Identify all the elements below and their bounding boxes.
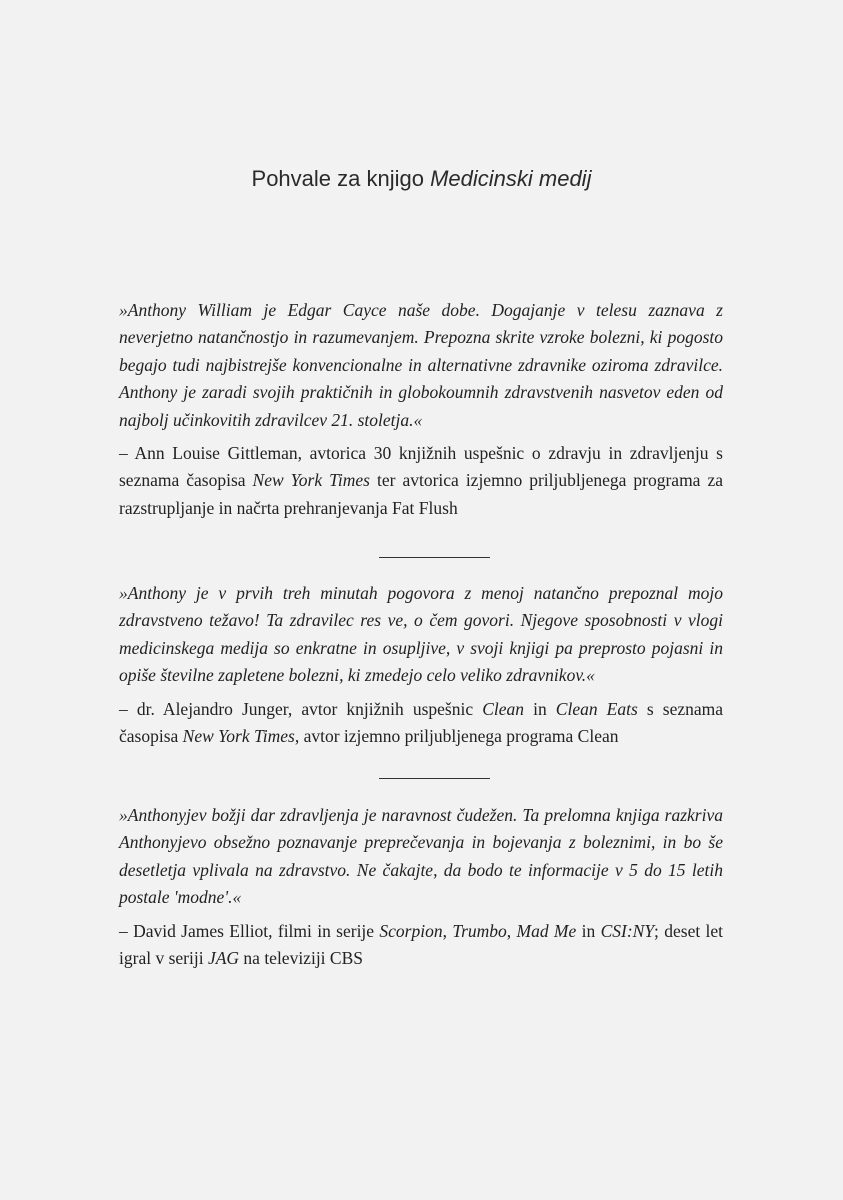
attribution-publication: New York Times — [252, 470, 370, 491]
title-book-name: Medicinski medij — [430, 166, 592, 191]
attribution-show-title: Mad Me — [516, 920, 577, 941]
attribution-text: na televiziji CBS — [239, 948, 363, 969]
attribution-text: , — [442, 920, 453, 941]
divider — [379, 778, 490, 779]
attribution-dash: – — [119, 443, 128, 464]
testimonial-attribution — [119, 918, 723, 973]
attribution-text: ; deset let igral v seriji — [119, 920, 724, 969]
testimonial-1 — [119, 297, 723, 522]
attribution-text: ter avtorica izjemno priljubljenega programa za razstrupljanje in načrta prehranjevanja Fat Flush — [119, 470, 723, 518]
attribution-text: in — [524, 698, 556, 719]
attribution-text: in — [576, 920, 601, 941]
title-prefix: Pohvale za knjigo — [251, 166, 431, 191]
attribution-show-title: Scorpion — [379, 920, 443, 941]
attribution-show-title: CSI:NY — [600, 920, 655, 941]
divider — [379, 557, 490, 558]
testimonial-quote: »Anthonyjev božji dar zdravljenja je naravnost čudežen. Ta prelomna knjiga razkriva Anthonyjevo obsežno poznavanje preprečevanja in bojevanja z boleznimi, in bo še desetletja vplivala na zdravstvo. Ne čakajte, da bodo te informacije v 5 do 15 letih postale 'modne'.« — [119, 805, 723, 908]
testimonial-2 — [119, 580, 723, 750]
attribution-text: s seznama časopisa — [119, 698, 724, 747]
attribution-show-title: JAG — [207, 948, 240, 969]
testimonial-quote: »Anthony je v prvih treh minutah pogovora z menoj natančno prepoznal mojo zdravstveno težavo! Ta zdravilec res ve, o čem govori. Njegove sposobnosti v vlogi medicinskega medija so enkratne in osupljive, v svoji knjigi pa preprosto pojasni in opiše številne zapletene bolezni, ki zmedejo celo veliko zdravnikov.« — [119, 583, 723, 686]
attribution-text: , avtor izjemno priljubljenega programa Clean — [294, 726, 619, 747]
attribution-text: Ann Louise Gittleman, avtorica 30 knjižnih uspešnic o zdravju in zdravljenju s seznama časopisa — [119, 443, 723, 491]
attribution-text: dr. Alejandro Junger, avtor knjižnih uspešnic — [127, 698, 483, 719]
attribution-dash: – — [119, 920, 128, 941]
attribution-text: , — [506, 920, 517, 941]
attribution-dash: – — [119, 698, 128, 719]
attribution-show-title: Trumbo — [452, 920, 507, 941]
attribution-book-title: Clean Eats — [555, 698, 638, 719]
attribution-text: David James Elliot, filmi in serije — [127, 920, 380, 941]
testimonial-3 — [119, 802, 723, 972]
attribution-book-title: Clean — [482, 698, 525, 719]
testimonial-attribution — [119, 696, 723, 751]
testimonial-attribution — [119, 440, 723, 522]
attribution-publication: New York Times — [182, 726, 295, 747]
page-title — [0, 166, 843, 192]
testimonial-quote: »Anthony William je Edgar Cayce naše dobe. Dogajanje v telesu zaznava z neverjetno natančnostjo in razumevanjem. Prepozna skrite vzroke bolezni, ki pogosto begajo tudi najbistrejše konvencionalne in alternativne zdravnike oziroma zdravilce. Anthony je zaradi svojih praktičnih in globokoumnih zdravstvenih nasvetov eden od najbolj učinkovitih zdravilcev 21. stoletja.« — [119, 300, 723, 430]
